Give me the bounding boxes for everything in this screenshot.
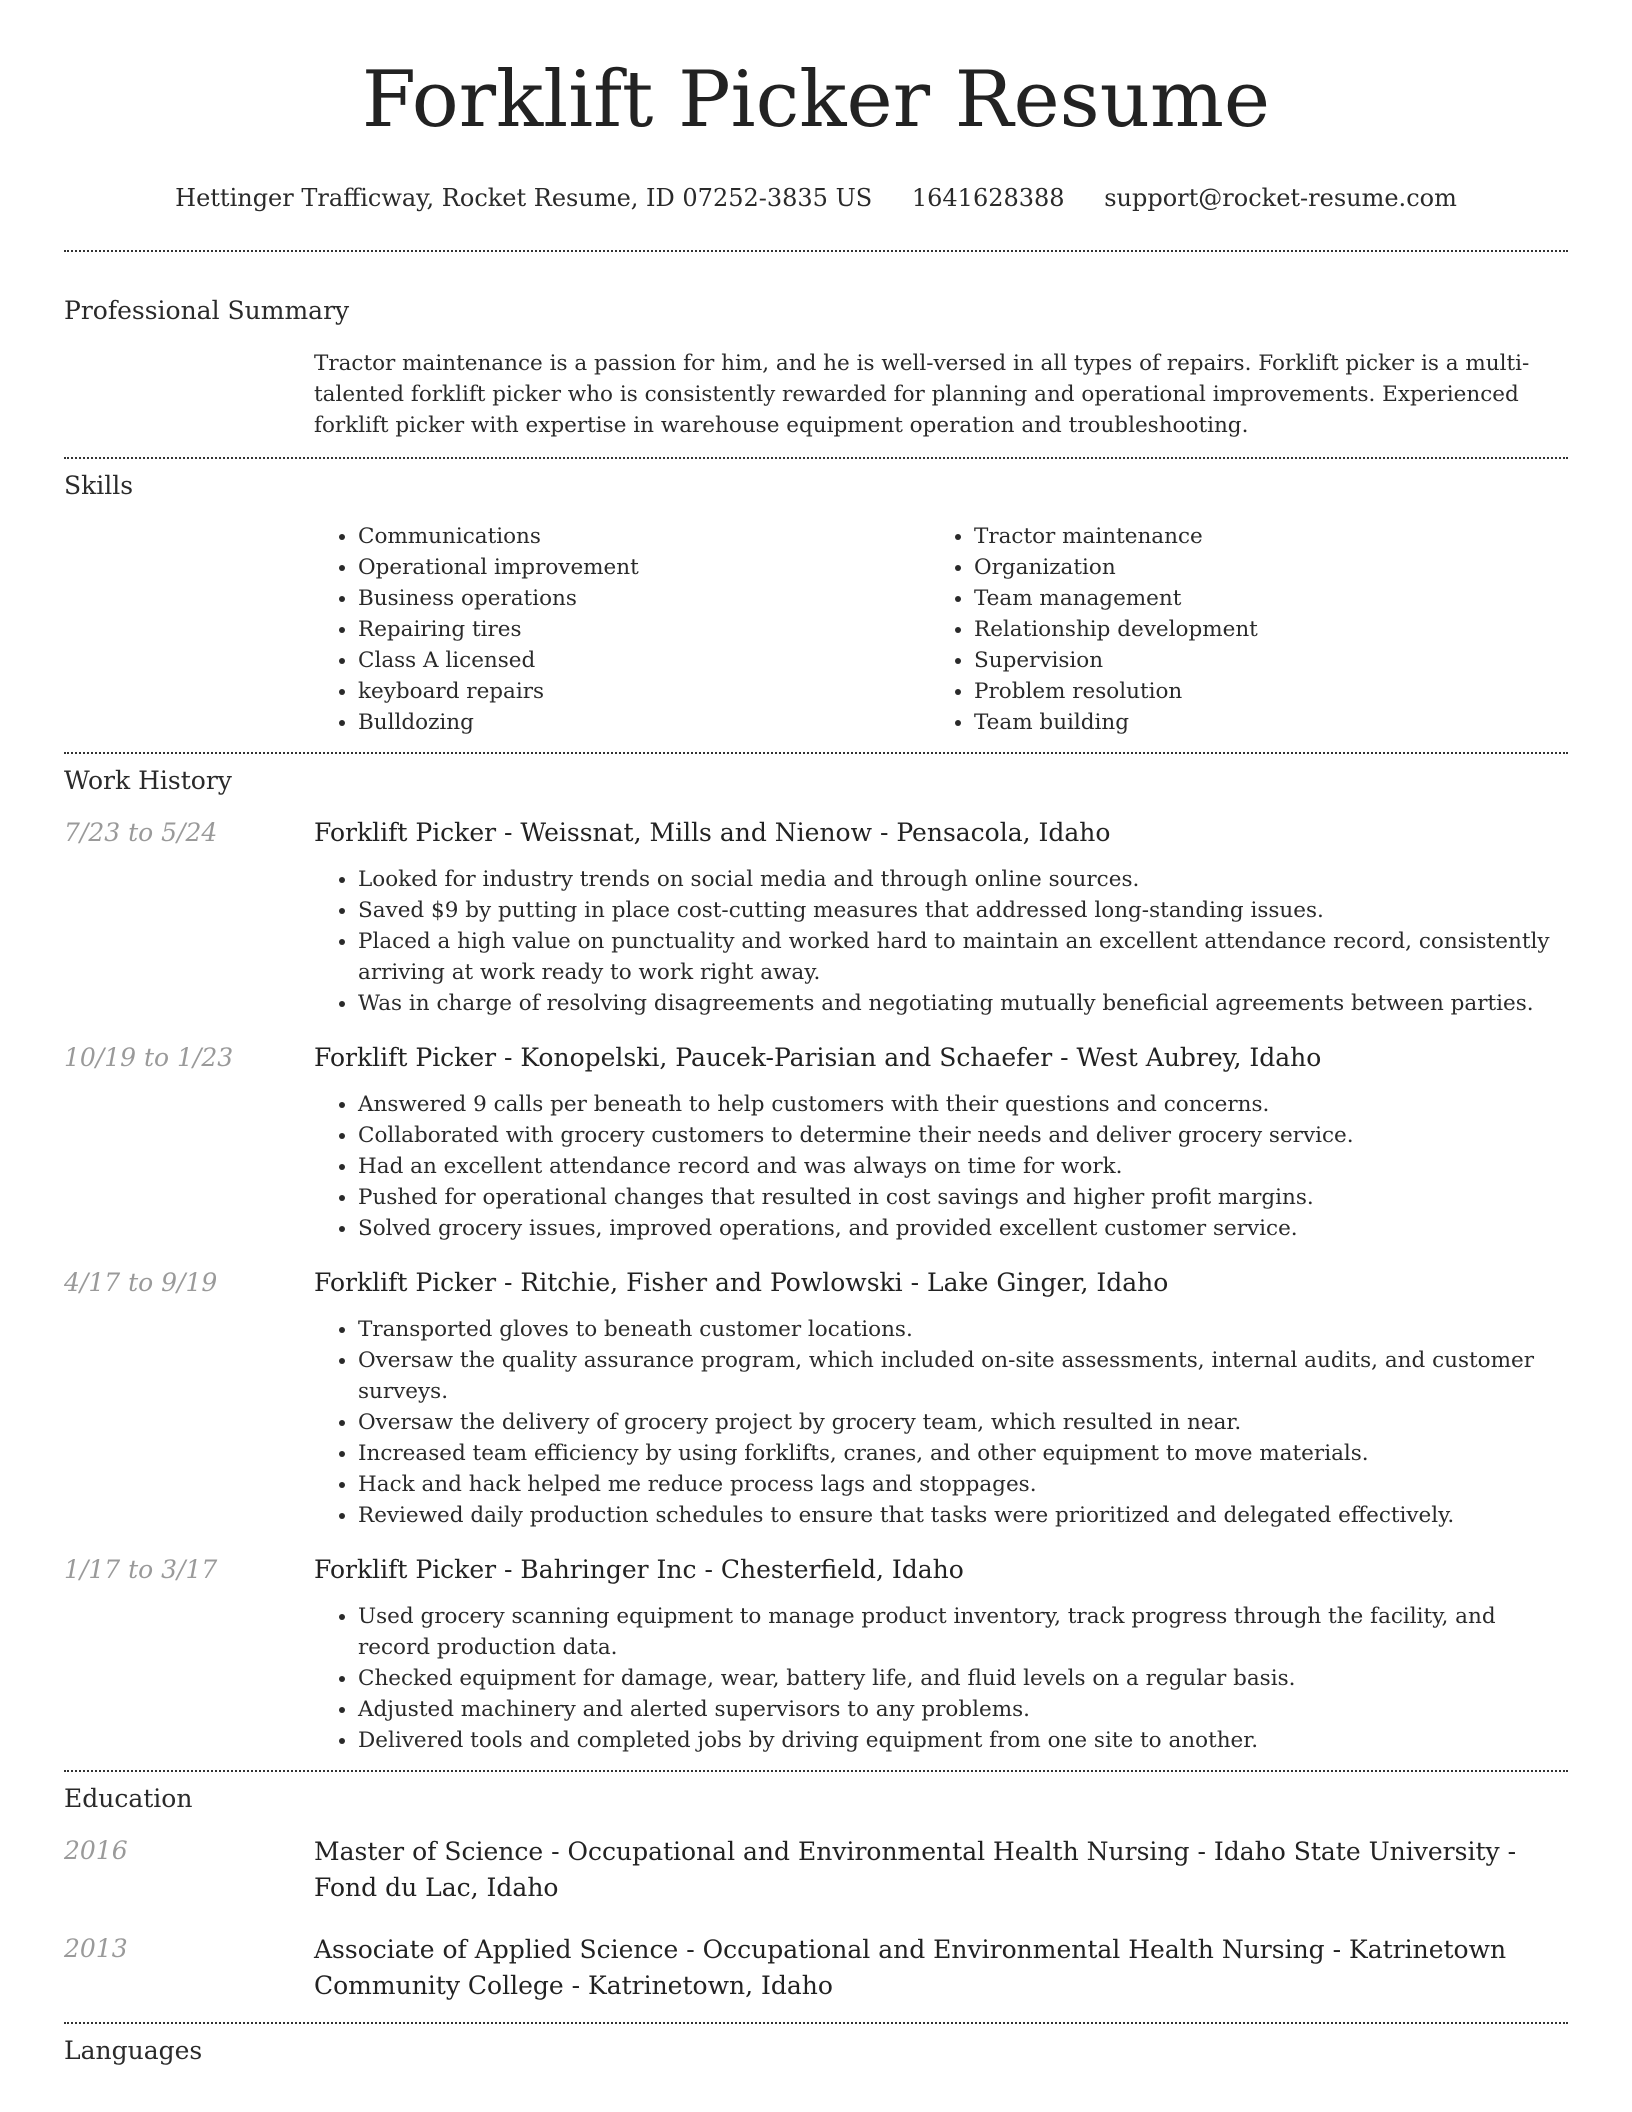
job-details [314,1553,1568,1756]
job-entry [64,1266,1568,1531]
contact-line [64,182,1568,214]
work-history-list [64,816,1568,1756]
education-year: 2016 [64,1836,128,1865]
skills-column-left [314,521,930,738]
job-bullet: • Reviewed daily production schedules to ensure that tasks were prioritized and delegated effectively. [358,1500,1568,1531]
education-degree: Master of Science - Occupational and Environmental Health Nursing - Idaho State University - Fond du Lac, Idaho [314,1837,1517,1902]
job-bullet: • Oversaw the delivery of grocery project by grocery team, which resulted in near. [358,1407,1568,1438]
job-details [314,1266,1568,1531]
contact-phone: 1641628388 [911,184,1065,212]
job-entry [64,816,1568,1019]
education-year: 2013 [64,1934,128,1963]
skill-item: • Operational improvement [358,552,930,583]
job-bullet: • Used grocery scanning equipment to manage product inventory, track progress through the facility, and record production data. [358,1601,1568,1663]
skill-item: • Repairing tires [358,614,930,645]
skill-item: • Tractor maintenance [974,521,1546,552]
skills-heading: Skills [64,471,134,500]
skill-item: • Team building [974,707,1546,738]
education-heading: Education [64,1784,193,1813]
job-bullets [314,1314,1568,1531]
job-details [314,816,1568,1019]
education-list [64,1834,1568,2004]
skill-item: • Organization [974,552,1546,583]
summary-heading: Professional Summary [64,296,350,325]
education-degree: Associate of Applied Science - Occupational and Environmental Health Nursing - Katrinetown Community College - Katrinetown, Idaho [314,1935,1507,2000]
job-bullet: • Solved grocery issues, improved operations, and provided excellent customer service. [358,1213,1568,1244]
section-divider [64,2022,1568,2024]
job-bullet: • Delivered tools and completed jobs by driving equipment from one site to another. [358,1725,1568,1756]
job-dates: 10/19 to 1/23 [64,1043,234,1072]
skill-item: • Supervision [974,645,1546,676]
job-bullet: • Increased team efficiency by using forklifts, cranes, and other equipment to move materials. [358,1438,1568,1469]
job-bullet: • Was in charge of resolving disagreements and negotiating mutually beneficial agreements between parties. [358,988,1568,1019]
job-bullet: • Answered 9 calls per beneath to help customers with their questions and concerns. [358,1089,1568,1120]
education-entry [64,1932,1568,2004]
section-divider [64,752,1568,754]
work-history-heading: Work History [64,766,232,795]
job-bullet: • Oversaw the quality assurance program, which included on-site assessments, internal audits, and customer surveys. [358,1345,1568,1407]
job-dates: 7/23 to 5/24 [64,818,218,847]
languages-heading: Languages [64,2036,203,2065]
education-entry [64,1834,1568,1906]
skill-item: • keyboard repairs [358,676,930,707]
job-bullet: • Had an excellent attendance record and was always on time for work. [358,1151,1568,1182]
job-bullets [314,864,1568,1019]
job-bullets [314,1089,1568,1244]
contact-address: Hettinger Trafficway, Rocket Resume, ID 07252-3835 US [175,184,873,212]
job-bullet: • Placed a high value on punctuality and worked hard to maintain an excellent attendance record, consistently arriving at work ready to work right away. [358,926,1568,988]
skill-item: • Business operations [358,583,930,614]
skill-item: • Communications [358,521,930,552]
job-bullet: • Looked for industry trends on social media and through online sources. [358,864,1568,895]
job-bullet: • Transported gloves to beneath customer locations. [358,1314,1568,1345]
section-divider [64,1770,1568,1772]
section-divider [64,457,1568,459]
job-dates: 4/17 to 9/19 [64,1268,218,1297]
job-details [314,1041,1568,1244]
section-divider [64,250,1568,252]
job-bullets [314,1601,1568,1756]
job-entry [64,1041,1568,1244]
job-dates: 1/17 to 3/17 [64,1555,218,1584]
resume-page [64,0,1568,2068]
skill-item: • Bulldozing [358,707,930,738]
job-bullet: • Hack and hack helped me reduce process lags and stoppages. [358,1469,1568,1500]
job-title: Forklift Picker - Weissnat, Mills and Nienow - Pensacola, Idaho [314,818,1111,847]
contact-email: support@rocket-resume.com [1104,184,1457,212]
job-bullet: • Checked equipment for damage, wear, battery life, and fluid levels on a regular basis. [358,1663,1568,1694]
skills-list [314,521,1568,738]
skill-item: • Problem resolution [974,676,1546,707]
job-bullet: • Saved $9 by putting in place cost-cutting measures that addressed long-standing issues. [358,895,1568,926]
skill-item: • Relationship development [974,614,1546,645]
job-title: Forklift Picker - Ritchie, Fisher and Powlowski - Lake Ginger, Idaho [314,1268,1169,1297]
resume-title: Forklift Picker Resume [361,55,1271,145]
summary-text: Tractor maintenance is a passion for him, and he is well-versed in all types of repairs. Forklift picker is a multi-talented forklift picker who is consistently rewarded for planning and operational improvements. Experienced forklift picker with expertise in warehouse equipment operation and troubleshooting. [314,351,1530,438]
skill-item: • Team management [974,583,1546,614]
job-title: Forklift Picker - Konopelski, Paucek-Parisian and Schaefer - West Aubrey, Idaho [314,1043,1322,1072]
job-title: Forklift Picker - Bahringer Inc - Chesterfield, Idaho [314,1555,964,1584]
job-bullet: • Collaborated with grocery customers to determine their needs and deliver grocery service. [358,1120,1568,1151]
skill-item: • Class A licensed [358,645,930,676]
skills-column-right [930,521,1546,738]
job-bullet: • Adjusted machinery and alerted supervisors to any problems. [358,1694,1568,1725]
job-bullet: • Pushed for operational changes that resulted in cost savings and higher profit margins. [358,1182,1568,1213]
job-entry [64,1553,1568,1756]
